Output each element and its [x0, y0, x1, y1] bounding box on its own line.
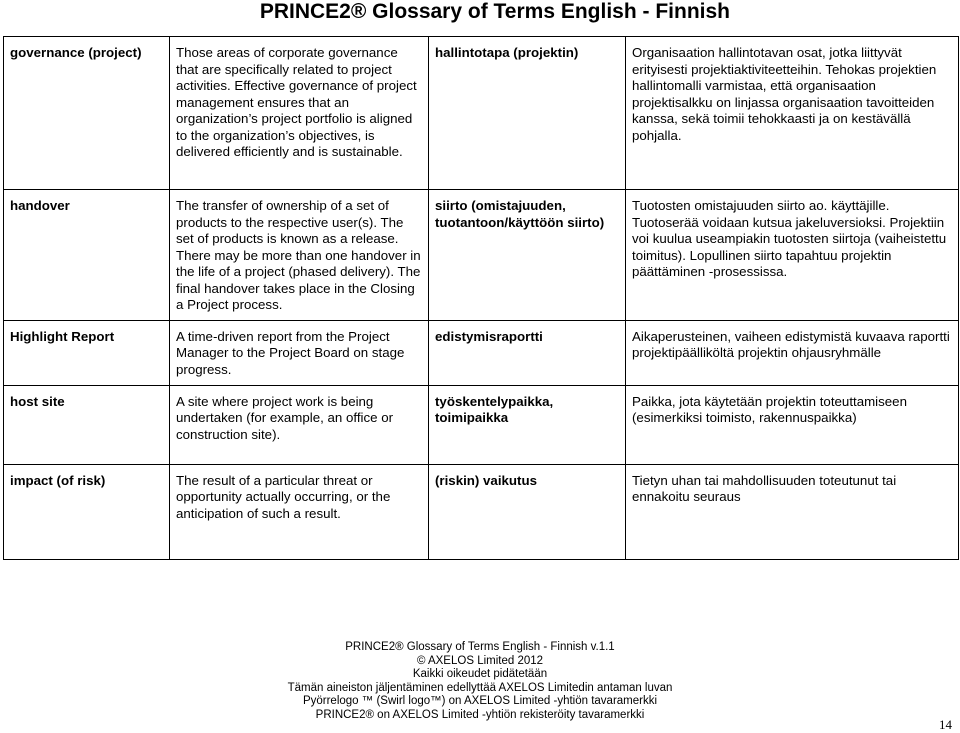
- definition-cell: The result of a particular threat or opportunity actually occurring, or the anticipation of such a result.: [170, 464, 429, 559]
- finnish-term-cell: edistymisraportti: [429, 320, 626, 385]
- term-cell: Highlight Report: [4, 320, 170, 385]
- footer-line: PRINCE2® Glossary of Terms English - Finnish v.1.1: [345, 641, 615, 653]
- footer-line: Kaikki oikeudet pidätetään: [412, 668, 548, 680]
- footer-line: © AXELOS Limited 2012: [416, 654, 544, 667]
- finnish-term-cell: hallintotapa (projektin): [429, 37, 626, 190]
- table-row: [4, 464, 959, 559]
- finnish-definition-cell: Tietyn uhan tai mahdollisuuden toteutunut tai ennakoitu seuraus: [626, 464, 959, 559]
- table-row: [4, 320, 959, 385]
- table-row: [4, 385, 959, 464]
- finnish-term-cell: siirto (omistajuuden, tuotantoon/käyttöön siirto): [429, 190, 626, 321]
- footer-line: PRINCE2® on AXELOS Limited -yhtiön rekisteröity tavaramerkki: [315, 708, 645, 721]
- table-row: [4, 37, 959, 190]
- finnish-definition-cell: Organisaation hallintotavan osat, jotka liittyvät erityisesti projektiaktiviteetteihin. Tehokas projektien hallintomalli varmistaa, että organisaation projektisalkku on linjassa organisaation tavoitteiden kanssa, sekä toimii tehokkaasti ja on kestävällä pohjalla.: [626, 37, 959, 190]
- definition-cell: A site where project work is being undertaken (for example, an office or construction site).: [170, 385, 429, 464]
- term-cell: impact (of risk): [4, 464, 170, 559]
- definition-cell: Those areas of corporate governance that are specifically related to project activities. Effective governance of project management ensures that an organization’s project portfolio is aligned to the organization’s objectives, is delivered efficiently and is sustainable.: [170, 37, 429, 190]
- term-cell: governance (project): [4, 37, 170, 190]
- definition-cell: The transfer of ownership of a set of products to the respective user(s). The set of products is known as a release. There may be more than one handover in the life of a project (phased delivery). The final handover takes place in the Closing a Project process.: [170, 190, 429, 321]
- finnish-term-cell: (riskin) vaikutus: [429, 464, 626, 559]
- finnish-term-cell: työskentelypaikka, toimipaikka: [429, 385, 626, 464]
- page-number: 14: [939, 717, 952, 732]
- table-row: [4, 190, 959, 321]
- footer-line: Pyörrelogo ™ (Swirl logo™) on AXELOS Limited -yhtiön tavaramerkki: [302, 695, 658, 707]
- definition-cell: A time-driven report from the Project Manager to the Project Board on stage progress.: [170, 320, 429, 385]
- finnish-definition-cell: Aikaperusteinen, vaiheen edistymistä kuvaava raportti projektipäälliköltä projektin ohjausryhmälle: [626, 320, 959, 385]
- term-cell: host site: [4, 385, 170, 464]
- term-cell: handover: [4, 190, 170, 321]
- finnish-definition-cell: Tuotosten omistajuuden siirto ao. käyttäjille. Tuotoserää voidaan kutsua jakeluversioksi. Projektiin voi kuulua useampiakin tuotosten siirtoja (vaiheistettu toimitus). Lopullinen siirto tapahtuu projektin päättäminen -prosessissa.: [626, 190, 959, 321]
- finnish-definition-cell: Paikka, jota käytetään projektin toteuttamiseen (esimerkiksi toimisto, rakennuspaikka): [626, 385, 959, 464]
- footer: [0, 641, 960, 722]
- page-title: PRINCE2® Glossary of Terms English - Finnish: [259, 0, 730, 23]
- glossary-table: [3, 36, 959, 560]
- footer-line: Tämän aineiston jäljentäminen edellyttää AXELOS Limitedin antaman luvan: [287, 681, 673, 694]
